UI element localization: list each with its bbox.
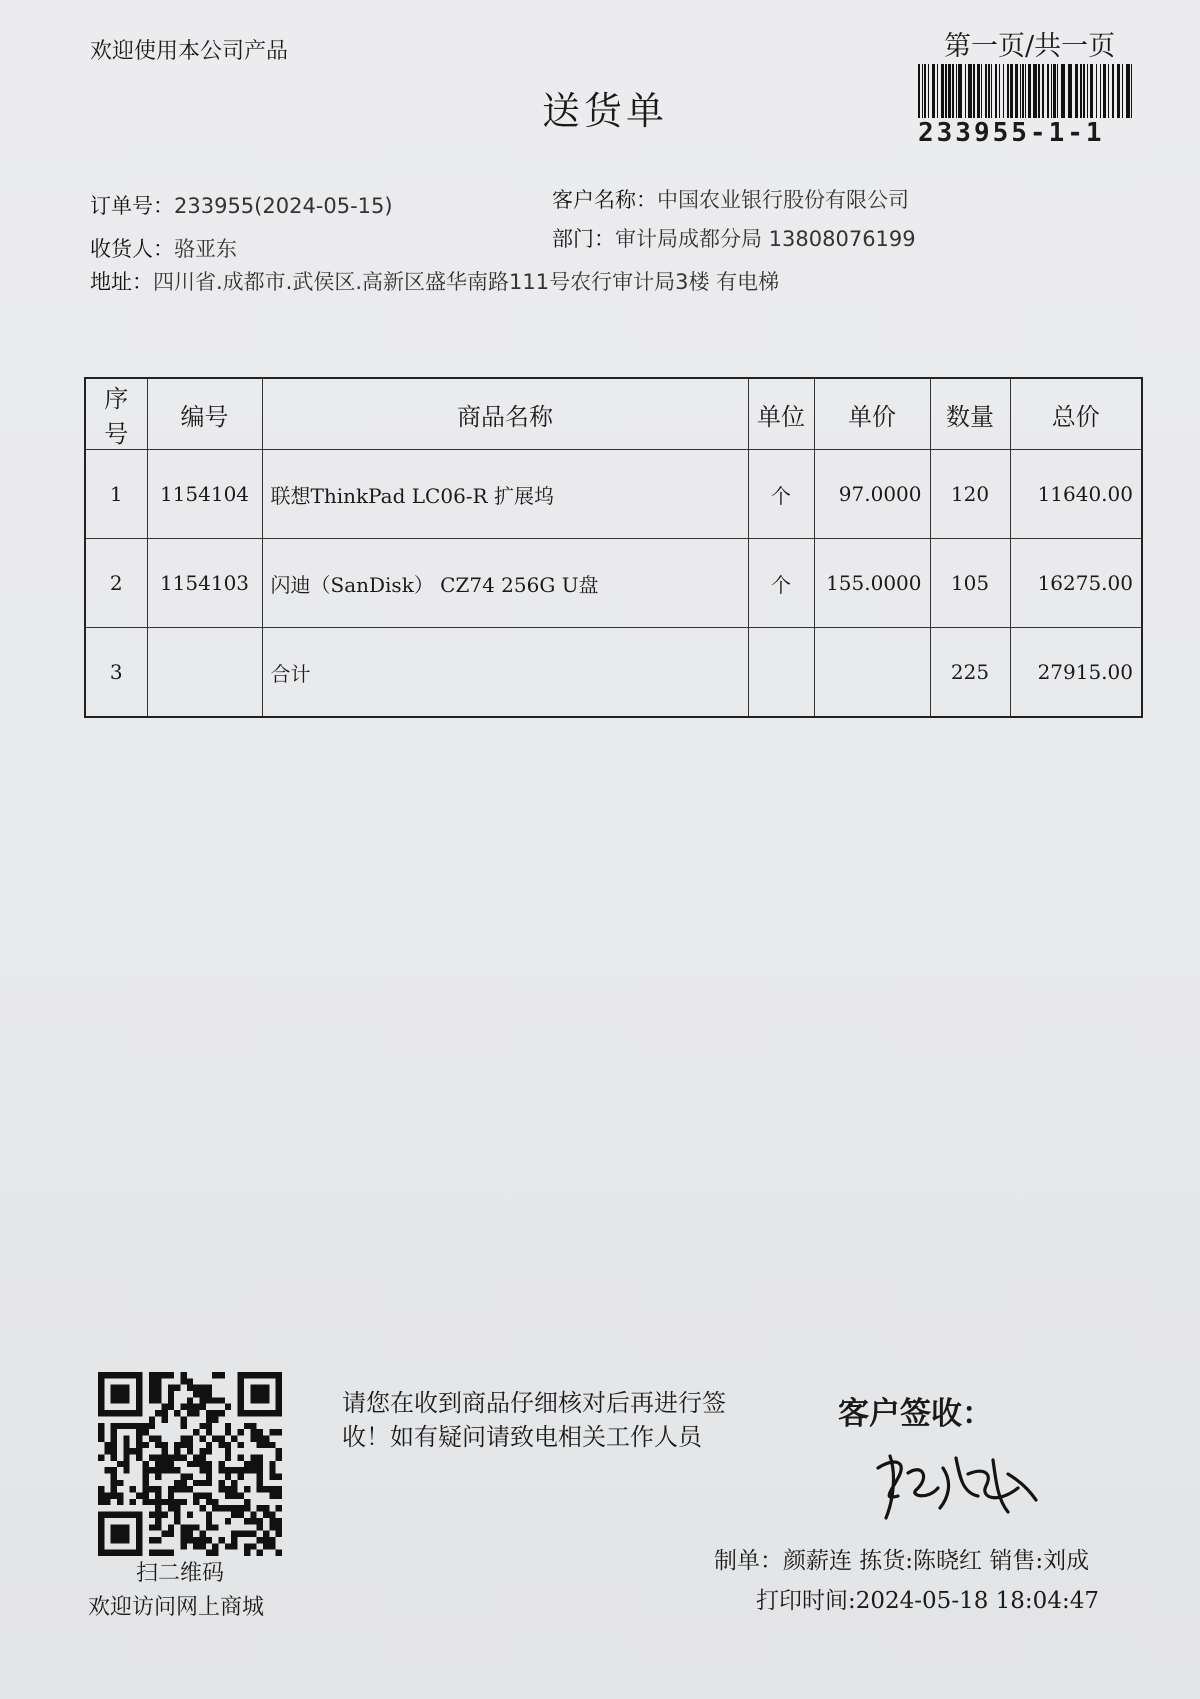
order-number-value: 233955(2024-05-15) [174, 194, 393, 218]
cell-price: 97.0000 [814, 450, 930, 539]
table-header-row [85, 378, 1142, 450]
header-price: 单价 [814, 378, 930, 450]
receiver-value: 骆亚东 [174, 237, 237, 261]
header-unit: 单位 [748, 378, 814, 450]
table-row [85, 628, 1142, 718]
cell-price [814, 628, 930, 718]
cell-total: 27915.00 [1010, 628, 1142, 718]
header-name: 商品名称 [262, 378, 748, 450]
cell-seq: 3 [85, 628, 147, 718]
header-seq: 序号 [85, 378, 147, 450]
cell-unit: 个 [748, 450, 814, 539]
barcode-number: 233955-1-1 [918, 118, 1105, 148]
cell-code: 1154104 [147, 450, 262, 539]
cell-total: 11640.00 [1010, 450, 1142, 539]
customer-sign-label: 客户签收： [838, 1396, 993, 1432]
cell-seq: 1 [85, 450, 147, 539]
header-code: 编号 [147, 378, 262, 450]
order-number-label: 订单号： [90, 194, 174, 218]
receiver-label: 收货人： [90, 237, 174, 261]
receiver-line [90, 233, 237, 263]
cell-unit: 个 [748, 539, 814, 628]
document-title: 送货单 [542, 89, 669, 133]
staff-info: 制单：颜薪连 拣货:陈晓红 销售:刘成 [714, 1548, 1090, 1574]
cell-code [147, 628, 262, 718]
barcode-image [918, 64, 1132, 118]
print-time: 打印时间:2024-05-18 18:04:47 [756, 1588, 1099, 1614]
qr-caption-mall: 欢迎访问网上商城 [88, 1595, 265, 1620]
cell-name: 联想ThinkPad LC06-R 扩展坞 [262, 450, 748, 539]
table-row [85, 450, 1142, 539]
welcome-text: 欢迎使用本公司产品 [90, 39, 289, 64]
cell-price: 155.0000 [814, 539, 930, 628]
department-label: 部门： [552, 227, 615, 251]
address-value: 四川省.成都市.武侯区.高新区盛华南路111号农行审计局3楼 有电梯 [153, 270, 780, 294]
handwritten-signature [868, 1438, 1048, 1528]
header-total: 总价 [1010, 378, 1142, 450]
qr-code-image[interactable] [98, 1372, 282, 1556]
customer-value: 中国农业银行股份有限公司 [657, 188, 909, 212]
cell-unit [748, 628, 814, 718]
address-label: 地址： [90, 270, 153, 294]
cell-qty: 105 [930, 539, 1010, 628]
department-value: 审计局成都分局 13808076199 [615, 227, 916, 251]
qr-caption-scan: 扫二维码 [136, 1561, 225, 1586]
cell-qty: 120 [930, 450, 1010, 539]
items-table [84, 377, 1143, 718]
customer-label: 客户名称： [552, 188, 657, 212]
cell-qty: 225 [930, 628, 1010, 718]
notice-text: 请您在收到商品仔细核对后再进行签收！如有疑问请致电相关工作人员 [342, 1389, 726, 1451]
order-number-line [90, 190, 393, 220]
header-qty: 数量 [930, 378, 1010, 450]
cell-name: 合计 [262, 628, 748, 718]
table-row [85, 539, 1142, 628]
cell-seq: 2 [85, 539, 147, 628]
department-line [552, 223, 916, 253]
page-indicator: 第一页/共一页 [944, 31, 1116, 62]
cell-name: 闪迪（SanDisk） CZ74 256G U盘 [262, 539, 748, 628]
cell-code: 1154103 [147, 539, 262, 628]
customer-line [552, 184, 909, 214]
address-line [90, 266, 779, 296]
cell-total: 16275.00 [1010, 539, 1142, 628]
